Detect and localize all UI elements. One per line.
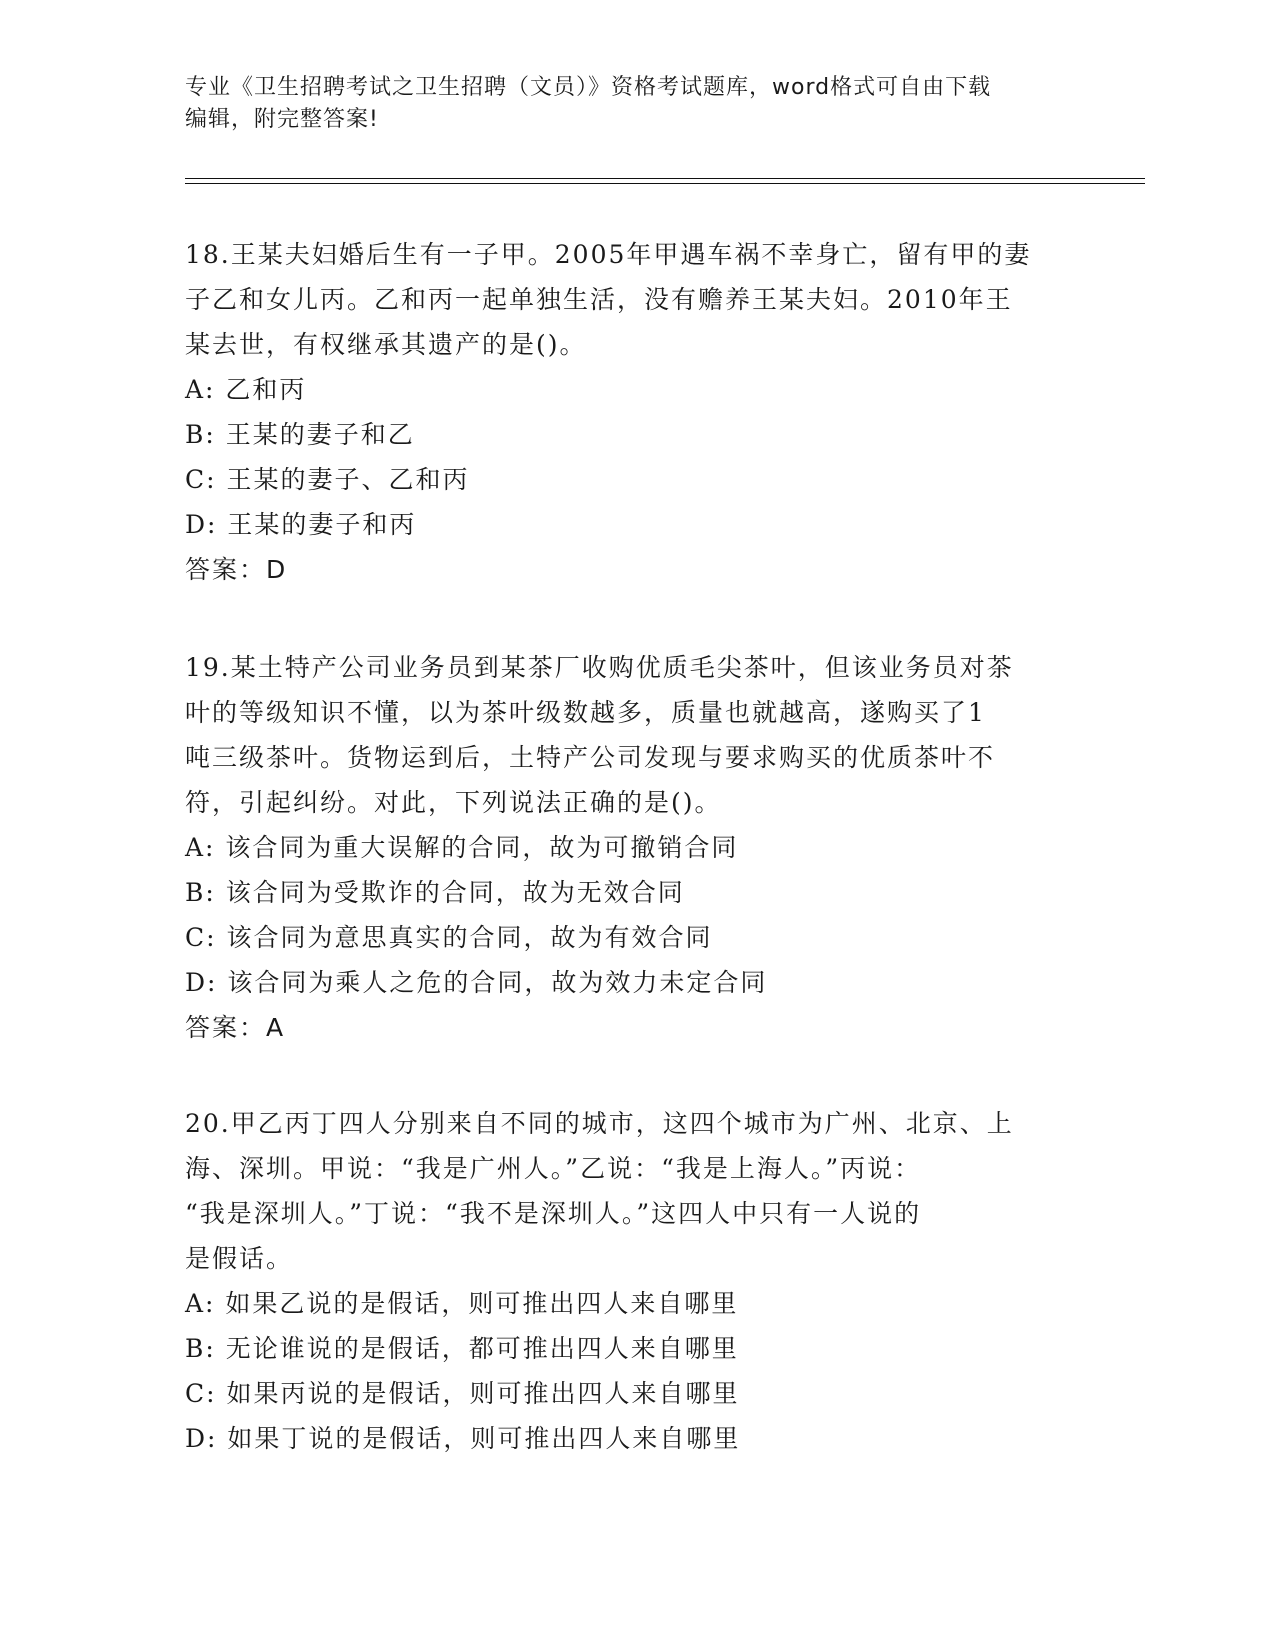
question-stem-line: 吨三级茶叶。货物运到后，土特产公司发现与要求购买的优质茶叶不 — [185, 743, 996, 772]
question-stem-line: 是假话。 — [185, 1244, 294, 1273]
question-19 — [185, 645, 1085, 1050]
option-c: C: 王某的妻子、乙和丙 — [185, 465, 470, 494]
option-a: A: 如果乙说的是假话，则可推出四人来自哪里 — [185, 1289, 739, 1318]
option-d: D: 如果丁说的是假话，则可推出四人来自哪里 — [185, 1424, 741, 1453]
question-stem-line: 某去世，有权继承其遗产的是()。 — [185, 330, 587, 359]
question-stem-line: 19.某土特产公司业务员到某茶厂收购优质毛尖茶叶，但该业务员对茶 — [185, 653, 1014, 682]
option-d: D: 该合同为乘人之危的合同，故为效力未定合同 — [185, 968, 768, 997]
option-c: C: 如果丙说的是假话，则可推出四人来自哪里 — [185, 1379, 740, 1408]
header-line-1: 专业《卫生招聘考试之卫生招聘（文员）》资格考试题库，word格式可自由下载 — [185, 75, 992, 100]
question-20 — [185, 1101, 1085, 1461]
option-a: A: 乙和丙 — [185, 375, 307, 404]
question-stem-line: “我是深圳人。”丁说：“我不是深圳人。”这四人中只有一人说的 — [185, 1199, 922, 1228]
question-stem-line: 叶的等级知识不懂，以为茶叶级数越多，质量也就越高，遂购买了1 — [185, 698, 986, 727]
answer: 答案：D — [185, 555, 288, 584]
option-a: A: 该合同为重大误解的合同，故为可撤销合同 — [185, 833, 739, 862]
option-b: B: 王某的妻子和乙 — [185, 420, 415, 449]
question-18 — [185, 232, 1085, 592]
header-line-2: 编辑，附完整答案! — [185, 107, 379, 132]
document-header — [185, 72, 1085, 136]
option-b: B: 无论谁说的是假话，都可推出四人来自哪里 — [185, 1334, 739, 1363]
question-stem-line: 子乙和女儿丙。乙和丙一起单独生活，没有赡养王某夫妇。2010年王 — [185, 285, 1013, 314]
question-stem-line: 海、深圳。甲说：“我是广州人。”乙说：“我是上海人。”丙说： — [185, 1154, 922, 1183]
answer: 答案：A — [185, 1013, 286, 1042]
header-divider-top — [185, 178, 1145, 179]
option-d: D: 王某的妻子和丙 — [185, 510, 417, 539]
option-c: C: 该合同为意思真实的合同，故为有效合同 — [185, 923, 713, 952]
question-stem-line: 20.甲乙丙丁四人分别来自不同的城市，这四个城市为广州、北京、上 — [185, 1109, 1014, 1138]
question-stem-line: 18.王某夫妇婚后生有一子甲。2005年甲遇车祸不幸身亡，留有甲的妻 — [185, 240, 1032, 269]
header-divider-bottom — [185, 183, 1145, 184]
option-b: B: 该合同为受欺诈的合同，故为无效合同 — [185, 878, 685, 907]
question-stem-line: 符，引起纠纷。对此，下列说法正确的是()。 — [185, 788, 722, 817]
